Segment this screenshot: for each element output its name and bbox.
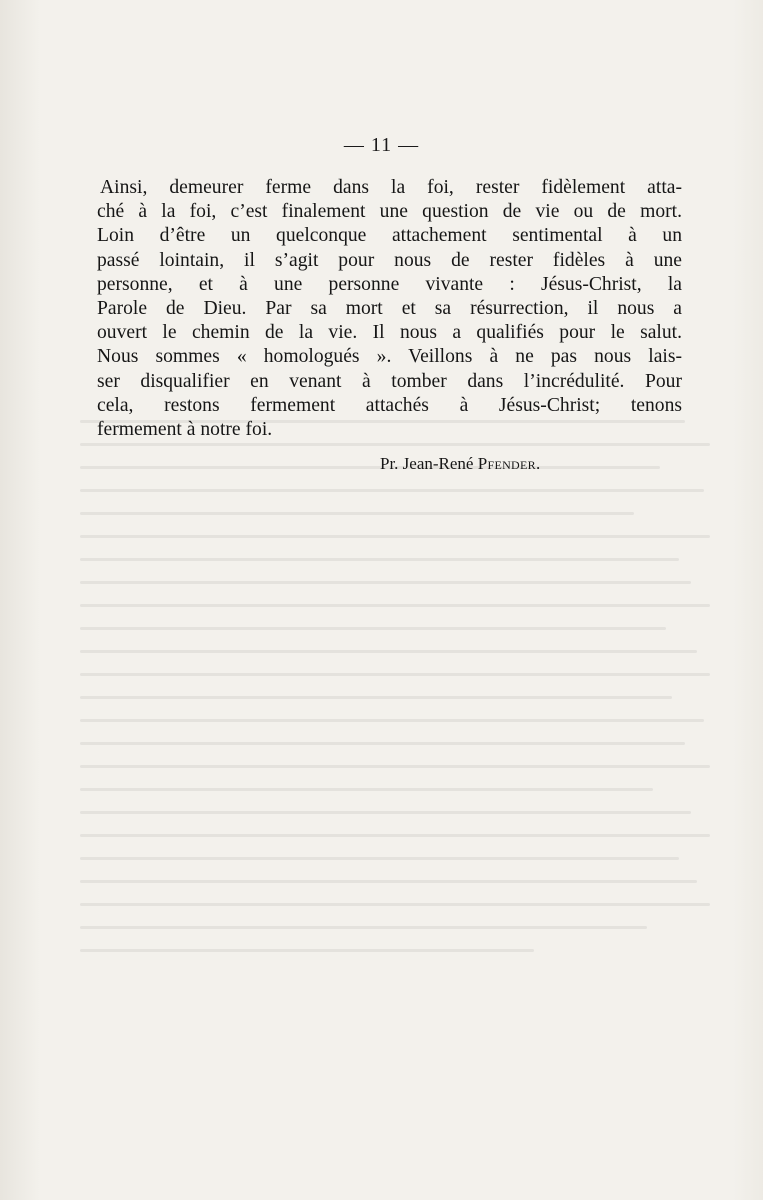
body-paragraph [97,176,682,442]
paragraph-line: ser disqualifier en venant à tomber dans l’incrédulité. Pour [97,370,682,392]
paragraph-line: Loin d’être un quelconque attachement sentimental à un [97,225,682,247]
page-number: — 11 — [343,134,420,156]
paragraph-line: Parole de Dieu. Par sa mort et sa résurrection, il nous a [97,298,682,320]
paragraph-line: Nous sommes « homologués ». Veillons à ne pas nous lais- [97,346,682,368]
paragraph-line: ouvert le chemin de la vie. Il nous a qualifiés pour le salut. [97,322,682,344]
author-name-prefix: Pr. Jean-René [380,454,474,473]
paragraph-line: ché à la foi, c’est finalement une question de vie ou de mort. [97,201,682,223]
paragraph-line: cela, restons fermement attachés à Jésus-Christ; tenons [97,394,682,416]
author-signature [380,454,680,474]
author-surname: Pfender. [477,454,541,473]
paragraph-line: fermement à notre foi. [97,419,273,441]
paragraph-line: personne, et à une personne vivante : Jésus-Christ, la [97,273,682,295]
paragraph-line: Ainsi, demeurer ferme dans la foi, rester fidèlement atta- [100,177,682,198]
paragraph-line: passé lointain, il s’agit pour nous de rester fidèles à une [97,249,682,271]
reverse-side-show-through [80,420,710,1060]
